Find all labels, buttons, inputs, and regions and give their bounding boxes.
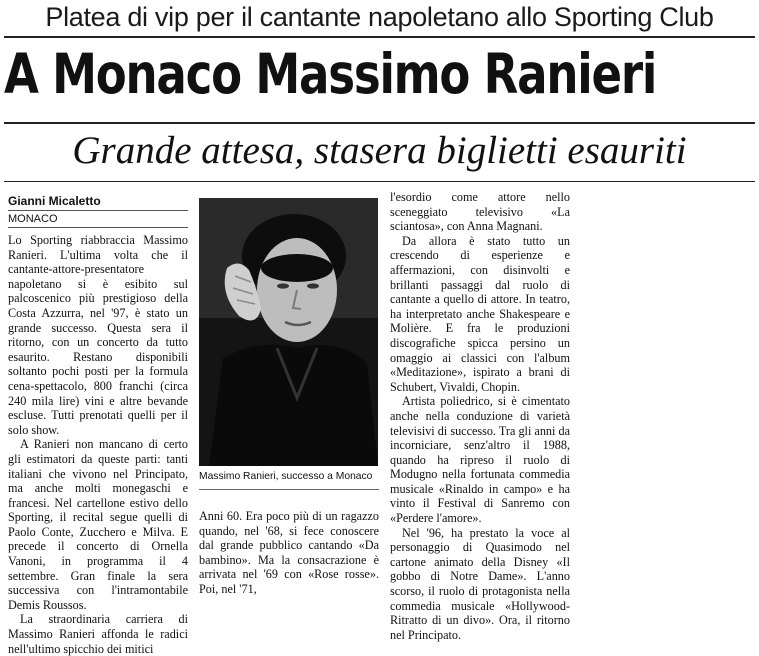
paragraph: Artista poliedrico, si è cimentato anche nella conduzione di varietà televisivi di successo. Tra gli anni da incorniciare, senz'altro il 1988, quando ha ripreso il ruolo di Modugno nella fortunata commedia musicale «Rinaldo in campo» e ha vinto il Festival di Sanremo con «Perdere l'amore». [390, 394, 570, 526]
photo-caption: Massimo Ranieri, successo a Monaco [199, 471, 373, 482]
paragraph: Lo Sporting riabbraccia Massimo Ranieri. L'ultima volta che il cantante-attore-presentatore napoletano si è esibito sul palcoscenico più prestigioso della Costa Azzurra, nel '97, è stato un grande successo. Questa sera il ritorno, con un concerto da tutto esaurito. Restano disponibili soltanto pochi posti per la formula cena-spettacolo, 800 franchi (circa 240 mila lire) vini e altre bevande escluse. Tutti prenotati quelli per il solo show. [8, 233, 188, 437]
paragraph: Nel '96, ha prestato la voce al personaggio di Quasimodo nel cartone animato della Disney «Il gobbo di Notre Dame». L'anno scorso, il ruolo di protagonista nella commedia musicale «Hollywood-Ritratto di un divo». Ora, il ritorno nel Principato. [390, 525, 570, 642]
headline: A Monaco Massimo Ranieri [4, 42, 657, 106]
article-column-3 [390, 190, 570, 642]
kicker: Platea di vip per il cantante napoletano allo Sporting Club [45, 2, 714, 32]
caption-rule [199, 489, 379, 490]
article-column-1 [8, 233, 188, 656]
subheadline-rule [4, 181, 755, 182]
paragraph: A Ranieri non mancano di certo gli estimatori da queste parti: tanti italiani che vivono nel Principato, ma anche molti monegaschi e francesi. Nel cartellone estivo dello Sporting, il recital segue quelli di Paolo Conte, Zucchero e Milva. E precede il concerto di Ornella Vanoni, in programma il 4 settembre. Gran finale la sera successiva con l'intramontabile Demis Roussos. [8, 437, 188, 612]
byline: Gianni Micaletto [8, 194, 101, 208]
byline-rule [8, 210, 188, 211]
paragraph: l'esordio come attore nello sceneggiato televisivo «La sciantosa», con Anna Magnani. [390, 190, 570, 234]
paragraph: La straordinaria carriera di Massimo Ranieri affonda le radici nell'ultimo spicchio dei mitici [8, 612, 188, 656]
photo-massimo-ranieri [199, 198, 378, 466]
portrait-image [199, 198, 378, 466]
subheadline: Grande attesa, stasera biglietti esauriti [72, 129, 687, 172]
headline-rule [4, 122, 755, 124]
paragraph: Da allora è stato tutto un crescendo di esperienze e affermazioni, con disinvolti e brillanti passaggi dal ruolo di cantante a quello di attore. In teatro, ha interpretato anche Shakespeare e Molière. E fra le produzioni discografiche spicca persino un omaggio ai classici con l'album «Meditazione», ispirato a brani di Schubert, Vivaldi, Chopin. [390, 233, 570, 394]
dateline: MONACO [8, 213, 58, 225]
article-column-2 [199, 509, 379, 597]
paragraph: Anni 60. Era poco più di un ragazzo quando, nel '68, si fece conoscere dal grande pubblico cantando «Da bambino». Ma la consacrazione è arrivata nel '69 con «Rose rosse». Poi, nel '71, [199, 509, 379, 596]
dateline-rule [8, 227, 188, 228]
